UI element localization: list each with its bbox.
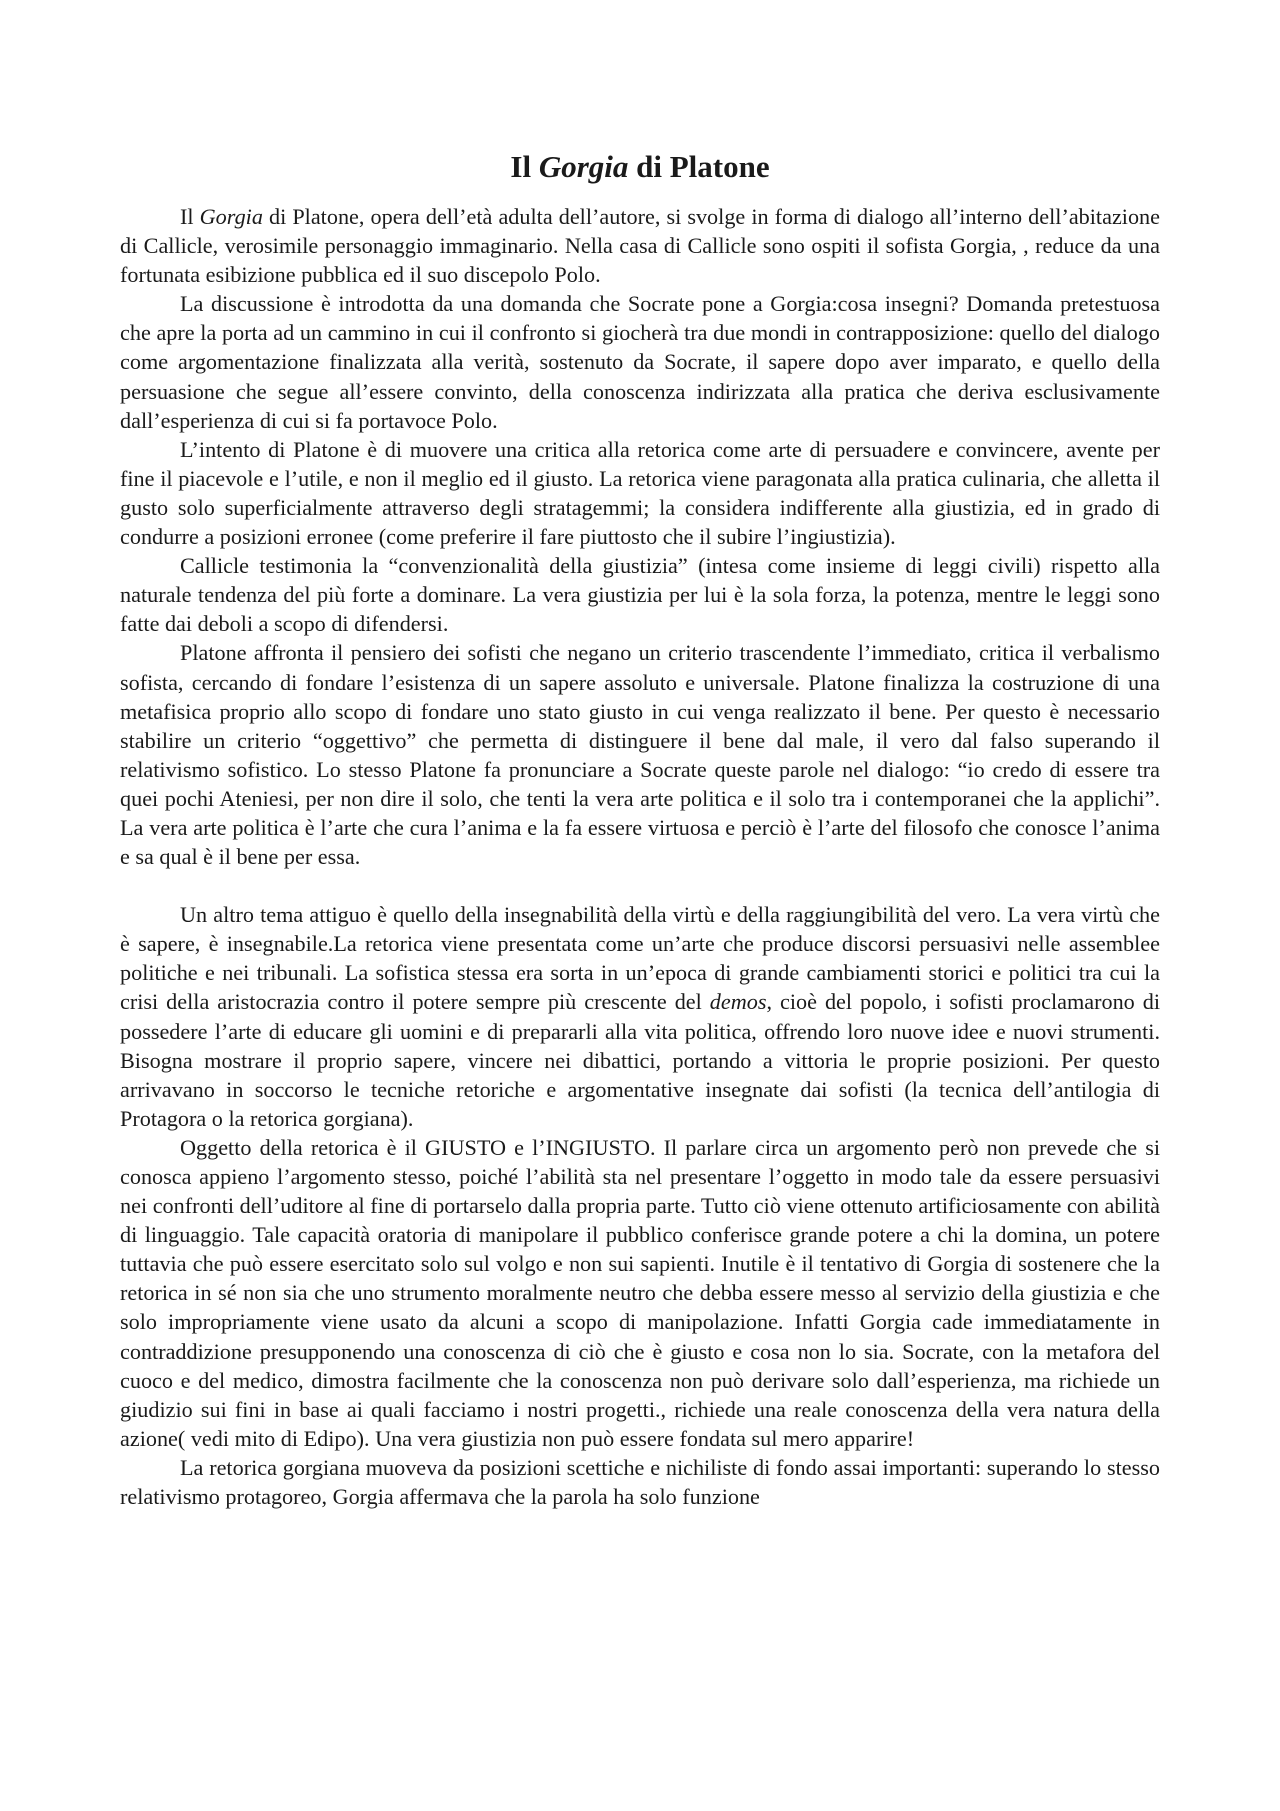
- paragraph-2: La discussione è introdotta da una domanda che Socrate pone a Gorgia:cosa insegni? Domanda pretestuosa che apre la porta ad un cammino in cui il confronto si giocherà tra due mondi in contrapposizione: quello del dialogo come argomentazione finalizzata alla verità, sostenuto da Socrate, il sapere dopo aver imparato, e quello della persuasione che segue all’essere convinto, della conoscenza indirizzata alla pratica che deriva esclusivamente dall’esperienza di cui si fa portavoce Polo.: [120, 291, 1160, 433]
- paragraph-8: La retorica gorgiana muoveva da posizioni scettiche e nichiliste di fondo assai importanti: superando lo stesso relativismo protagoreo, Gorgia affermava che la parola ha solo funzione: [120, 1454, 1160, 1510]
- paragraph-1-text-b: di Platone, opera dell’età adulta dell’autore, si svolge in forma di dialogo all’interno dell’abitazione di Callicle, verosimile personaggio immaginario. Nella casa di Callicle sono ospiti il sofista Gorgia, , reduce da una fortunata esibizione pubblica ed il suo discepolo Polo.: [120, 204, 1160, 288]
- title-italic-word: Gorgia: [538, 149, 629, 184]
- paragraph-6: [120, 900, 1160, 1133]
- paragraph-6-text-a: Un altro tema attiguo è quello della insegnabilità della virtù e della raggiungibilità del vero. La vera virtù che è sapere, è insegnabile.La retorica viene presentata come un’arte che produce discorsi persuasivi nelle assemblee politiche e nei tribunali. La sofistica stessa era sorta in un’epoca di grande cambiamenti storici e politici tra cui la crisi della aristocrazia contro il potere sempre più crescente del: [120, 902, 1160, 1015]
- paragraph-7: Oggetto della retorica è il GIUSTO e l’INGIUSTO. Il parlare circa un argomento però non prevede che si conosca appieno l’argomento stesso, poiché l’abilità sta nel presentare l’oggetto in modo tale da essere persuasivi nei confronti dell’uditore al fine di portarselo dalla propria parte. Tutto ciò viene ottenuto artificiosamente con abilità di linguaggio. Tale capacità oratoria di manipolare il pubblico conferisce grande potere a chi la domina, un potere tuttavia che può essere esercitato solo sul volgo e non sui sapienti. Inutile è il tentativo di Gorgia di sostenere che la retorica in sé non sia che uno strumento moralmente neutro che debba essere messo al servizio della giustizia e che solo impropriamente viene usato da alcuni a scopo di manipolazione. Infatti Gorgia cade immediatamente in contraddizione presupponendo una conoscenza di ciò che è giusto e cosa non lo sia. Socrate, con la metafora del cuoco e del medico, dimostra facilmente che la conoscenza non può derivare solo dall’esperienza, ma richiede un giudizio sui fini in base ai quali facciamo i nostri progetti., richiede una reale conoscenza della vera natura della azione( vedi mito di Edipo). Una vera giustizia non può essere fondata sul mero apparire!: [120, 1134, 1160, 1451]
- paragraph-6-italic: demos: [709, 989, 767, 1015]
- paragraph-3: L’intento di Platone è di muovere una critica alla retorica come arte di persuadere e convincere, avente per fine il piacevole e l’utile, e non il meglio ed il giusto. La retorica viene paragonata alla pratica culinaria, che alletta il gusto solo superficialmente attraverso degli stratagemmi; la considera indifferente alla giustizia, ed in grado di condurre a posizioni erronee (come preferire il fare piuttosto che il subire l’ingiustizia).: [120, 436, 1160, 550]
- document-title: [120, 148, 1160, 186]
- paragraph-5: Platone affronta il pensiero dei sofisti che negano un criterio trascendente l’immediato, critica il verbalismo sofista, cercando di fondare l’esistenza di un sapere assoluto e universale. Platone finalizza la costruzione di una metafisica proprio allo scopo di fondare uno stato giusto in cui venga realizzato il bene. Per questo è necessario stabilire un criterio “oggettivo” che permetta di distinguere il bene dal male, il vero dal falso superando il relativismo sofistico. Lo stesso Platone fa pronunciare a Socrate queste parole nel dialogo: “io credo di essere tra quei pochi Ateniesi, per non dire il solo, che tenti la vera arte politica e il solo tra i contemporanei che la applichi”. La vera arte politica è l’arte che cura l’anima e la fa essere virtuosa e perciò è l’arte del filosofo che conosce l’anima e sa qual è il bene per essa.: [120, 640, 1160, 870]
- document-page: [120, 148, 1160, 1511]
- paragraph-1-text-a: Il: [180, 204, 200, 229]
- paragraph-1-italic: Gorgia: [199, 204, 263, 229]
- title-suffix: di Platone: [628, 149, 770, 184]
- paragraph-6-text-b: , cioè del popolo, i sofisti proclamarono di possedere l’arte di educare gli uomini e di prepararli alla vita politica, offrendo loro nuove idee e nuovi strumenti. Bisogna mostrare il proprio sapere, vincere nei dibattici, portando a vittoria le proprie posizioni. Per questo arrivavano in soccorso le tecniche retoriche e argomentative insegnate dai sofisti (la tecnica dell’antilogia di Protagora o la retorica gorgiana).: [120, 989, 1160, 1131]
- paragraph-spacer: [120, 871, 1160, 900]
- title-prefix: Il: [510, 149, 539, 184]
- paragraph-1: [120, 202, 1160, 289]
- paragraph-4: Callicle testimonia la “convenzionalità della giustizia” (intesa come insieme di leggi civili) rispetto alla naturale tendenza del più forte a dominare. La vera giustizia per lui è la sola forza, la potenza, mentre le leggi sono fatte dai deboli a scopo di difendersi.: [120, 553, 1160, 637]
